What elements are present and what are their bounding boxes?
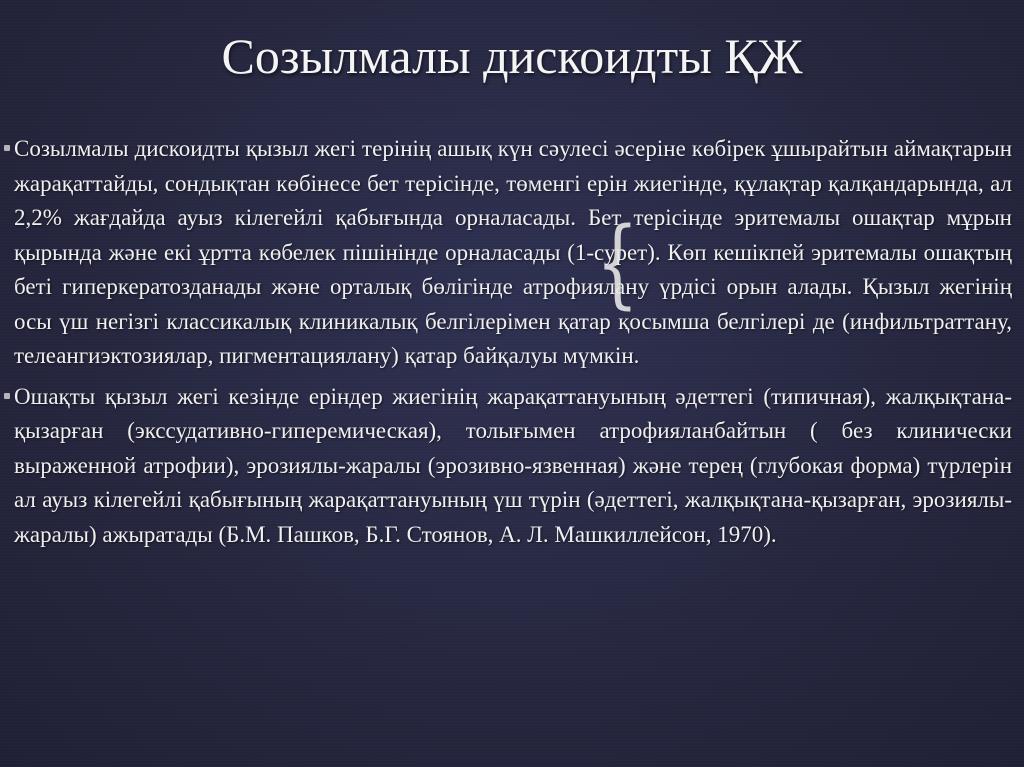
slide-title: Созылмалы дискоидты ҚЖ: [221, 28, 803, 84]
paragraph-2: [14, 380, 1012, 553]
paragraph-2-text: Ошақты қызыл жегі кезінде еріндер жиегінің жарақаттануының әдеттегі (типичная), жалқықтана-қызарған (экссудативно-гиперемическая), толығымен атрофияланбайтын ( без клинически выраженной атрофии), эрозиялы-жаралы (эрозивно-язвенная) және терең (глубокая форма) түрлерін ал ауыз кілегейлі қабығының жарақаттануының үш түрін (әдеттегі, жалқықтана-қызарған, эрозиялы-жаралы) ажыратады (Б.М. Пашков, Б.Г. Стоянов, А. Л. Машкиллейсон, 1970).: [14, 383, 1012, 547]
curly-brace-icon: {: [596, 207, 639, 319]
slide-body: [14, 132, 1012, 552]
bullet-icon: [4, 145, 10, 151]
paragraph-1-text: Созылмалы дискоидты қызыл жегі терінің ашық күн сәулесі әсеріне көбірек ұшырайтын аймақтарын жарақаттайды, сондықтан көбінесе бет терісінде, төменгі ерін жиегінде, құлақтар қалқандарында, ал 2,2% жағдайда ауыз кілегейлі қабығында орналасады. Бет терісінде эритемалы ошақтар мұрын қырында және екі ұртта көбелек пішінінде орналасады (1-сурет). Көп кешікпей эритемалы ошақтың беті гиперкератозданады және орталық бөлігінде атрофиялану үрдісі орын алады. Қызыл жегінің осы үш негізгі классикалық клиникалық белгілерімен қатар қосымша белгілері де (инфильтраттану, телеангиэктозиялар, пигментациялану) қатар байқалуы мүмкін.: [14, 136, 1012, 368]
paragraph-1: [14, 132, 1012, 374]
bullet-icon: [4, 393, 10, 399]
